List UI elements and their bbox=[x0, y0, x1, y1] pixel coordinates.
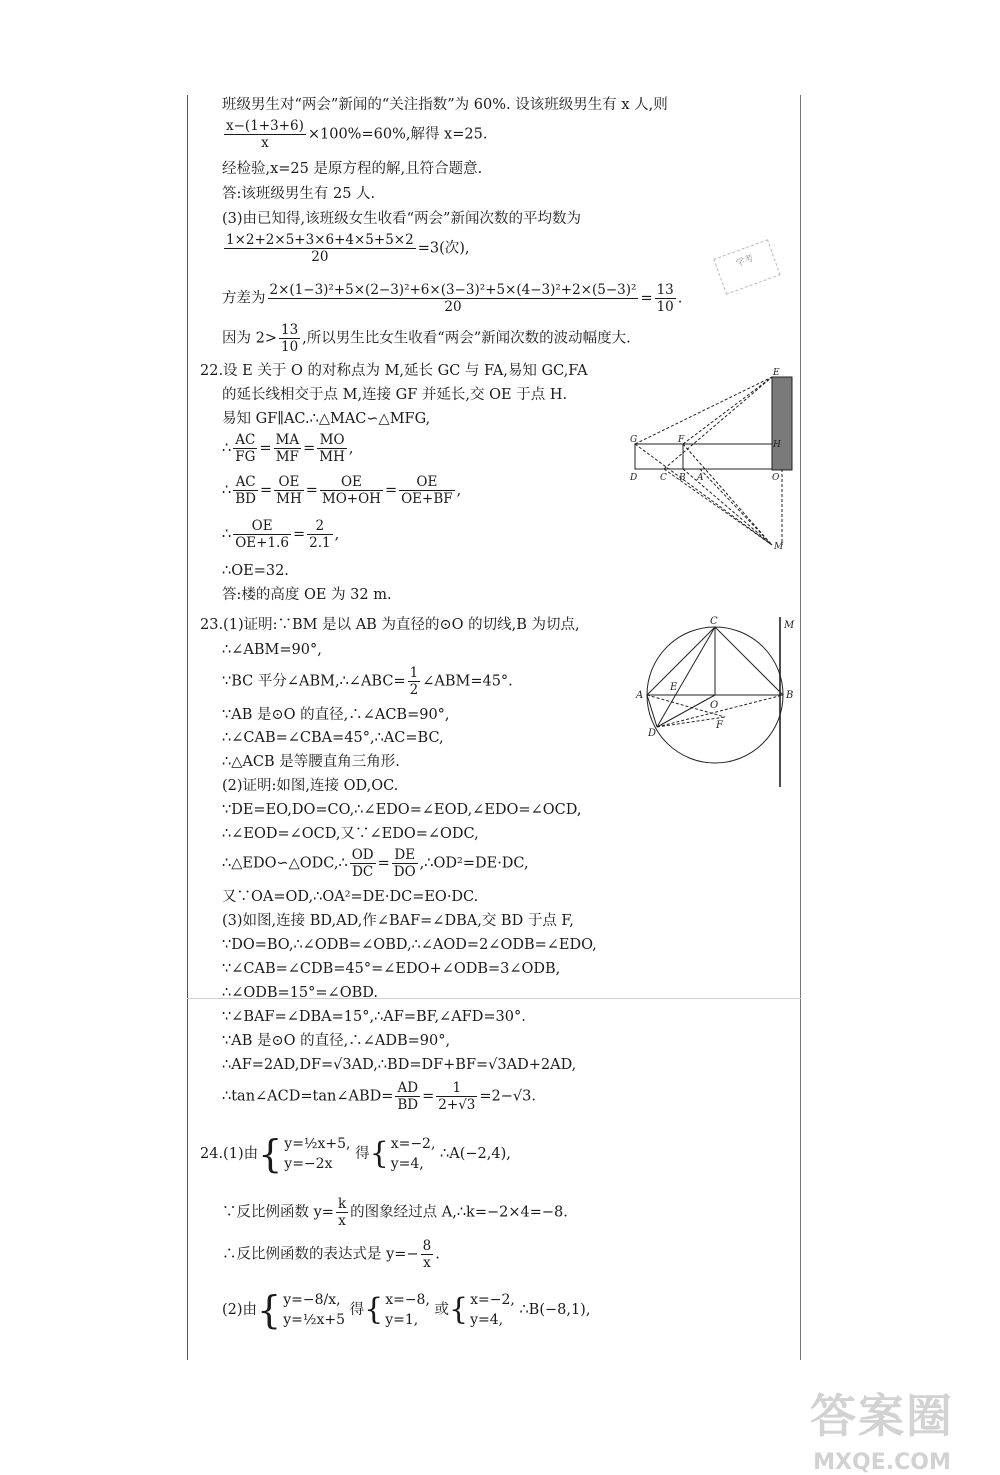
text-line: ∴∠ODB=15°=∠OBD. bbox=[222, 985, 378, 1001]
fraction: $\frac{13}{10}$ bbox=[280, 322, 299, 355]
text-line: 23.(1)证明:∵BM 是以 AB 为直径的⊙O 的切线,B 为切点, bbox=[200, 617, 580, 633]
label-B: B bbox=[679, 473, 686, 483]
text-line: ∵AB 是⊙O 的直径,∴∠ADB=90°, bbox=[222, 1033, 451, 1049]
figure-22-diagram bbox=[620, 365, 800, 555]
wall-rect bbox=[635, 444, 683, 469]
formula-line: ∴ $\frac{AC}{BD}$ = $\frac{OE}{MH}$ = $\frac{OE}{MO+OH}$ = $\frac{OE}{OE+BF}$ , bbox=[222, 474, 462, 507]
text-line: 22.设 E 关于 O 的对称点为 M,延长 GC 与 FA,易知 GC,FA bbox=[200, 363, 588, 379]
formula-line: ∴ $\frac{AC}{FG}$ = $\frac{MA}{MF}$ = $\frac{MO}{MH}$ , bbox=[222, 432, 354, 465]
text-line: 答:楼的高度 OE 为 32 m. bbox=[222, 587, 392, 603]
watermark: 答案圈 MXQE.COM bbox=[810, 1389, 954, 1475]
text-line: ∵∠BAF=∠DBA=15°,∴AF=BF,∠AFD=30°. bbox=[222, 1009, 526, 1025]
text-line: (3)由已知得,该班级女生收看“两会”新闻次数的平均数为 bbox=[222, 211, 581, 227]
formula-line: $\frac{x-(1+3+6)}{x}$ ×100%=60%,解得 x=25. bbox=[226, 118, 488, 151]
label-H: H bbox=[773, 440, 781, 450]
formula-line: 24.(1)由{ y=½x+5, y=−2x 得{ x=−2, y=4, ∴A(−2,4), bbox=[200, 1132, 511, 1176]
text-line: ∵AB 是⊙O 的直径,∴∠ACB=90°, bbox=[222, 707, 450, 723]
text-line: ∴AF=2AD,DF=√3AD,∴BD=DF+BF=√3AD+2AD, bbox=[222, 1057, 577, 1073]
label-O: O bbox=[772, 473, 780, 483]
text-line: 的延长线相交于点 M,连接 GF 并延长,交 OE 于点 H. bbox=[222, 387, 568, 403]
label-M: M bbox=[784, 620, 795, 631]
stamp-mark: 学考 bbox=[713, 239, 780, 295]
text-line: ∵DE=EO,DO=CO,∴∠EDO=∠EOD,∠EDO=∠OCD, bbox=[222, 802, 582, 818]
text-line: ∴∠ABM=90°, bbox=[222, 642, 322, 658]
formula-line: ∴反比例函数的表达式是 y=− $\frac{8}{x}$ . bbox=[222, 1238, 440, 1271]
text-line: 易知 GF∥AC.∴△MAC∽△MFG, bbox=[222, 411, 431, 427]
formula-line: ∵反比例函数 y= $\frac{k}{x}$ 的图象经过点 A,∴k=−2×4=−8. bbox=[222, 1196, 568, 1229]
formula-line: ∴tan∠ACD=tan∠ABD= $\frac{AD}{BD}$ = $\frac{1}{2+√3}$ =2−√3. bbox=[222, 1080, 536, 1113]
building-rect bbox=[772, 377, 792, 470]
text-line: 班级男生对“两会”新闻的“关注指数”为 60%. 设该班级男生有 x 人,则 bbox=[222, 97, 668, 113]
label-E: E bbox=[773, 368, 780, 378]
label-D: D bbox=[630, 473, 638, 483]
fraction: $\frac{13}{10}$ bbox=[656, 282, 674, 315]
formula-line: ∵BC 平分∠ABM,∴∠ABC= $\frac{1}{2}$ ∠ABM=45°. bbox=[222, 665, 513, 698]
label-C: C bbox=[710, 616, 718, 627]
label-C: C bbox=[660, 473, 667, 483]
left-margin-rule bbox=[187, 95, 188, 1360]
text-line: 答:该班级男生有 25 人. bbox=[222, 186, 376, 202]
label-F: F bbox=[716, 720, 723, 731]
label-G: G bbox=[630, 435, 638, 445]
text-line: ∴△ACB 是等腰直角三角形. bbox=[222, 754, 400, 770]
label-A: A bbox=[697, 473, 704, 483]
text-line: (3)如图,连接 BD,AD,作∠BAF=∠DBA,交 BD 于点 F, bbox=[222, 913, 574, 929]
text-line: ∵∠CAB=∠CDB=45°=∠EDO+∠ODB=3∠ODB, bbox=[222, 961, 561, 977]
fraction: $\frac{1\times 2+2\times 5+3\times 6+4\times 5+5\times 2}{20}$ bbox=[226, 232, 414, 265]
text-line: ∴∠CAB=∠CBA=45°,∴AC=BC, bbox=[222, 730, 444, 746]
text-line: 经检验,x=25 是原方程的解,且符合题意. bbox=[222, 161, 483, 177]
formula-line: ∴ $\frac{OE}{OE+1.6}$ = $\frac{2}{2.1}$ , bbox=[222, 518, 340, 551]
label-F: F bbox=[678, 435, 685, 445]
label-A: A bbox=[636, 690, 644, 701]
label-D: D bbox=[648, 728, 657, 739]
right-margin-rule bbox=[800, 95, 801, 1360]
figure-23-diagram bbox=[630, 612, 800, 787]
text-line: ∵DO=BO,∴∠ODB=∠OBD,∴∠AOD=2∠ODB=∠EDO, bbox=[222, 937, 597, 953]
formula-line: 因为 2> $\frac{13}{10}$ ,所以男生比女生收看“两会”新闻次数的波动幅度大. bbox=[222, 322, 631, 355]
text-line: ∴∠EOD=∠OCD,又∵∠EDO=∠ODC, bbox=[222, 826, 479, 842]
formula-line: $\frac{1\times 2+2\times 5+3\times 6+4\times 5+5\times 2}{20}$ =3(次), bbox=[226, 232, 470, 265]
text-line: ∴OE=32. bbox=[222, 563, 289, 579]
label-E: E bbox=[670, 682, 678, 693]
text-line: (2)证明:如图,连接 OD,OC. bbox=[222, 778, 399, 794]
fraction: $\frac{\text{2×(1−3)²+5×(2−3)²+6×(3−3)²+5×(4−3)²+2×(5−3)²}}{20}$ bbox=[269, 282, 637, 315]
formula-line: ∴△EDO∽△ODC,∴ $\frac{OD}{DC}$ = $\frac{DE}{DO}$ ,∴OD²=DE·DC, bbox=[222, 847, 529, 880]
fraction: $\frac{x-(1+3+6)}{x}$ bbox=[226, 118, 304, 151]
formula-line: 方差为 $\frac{\text{2×(1−3)²+5×(2−3)²+6×(3−3)²+5×(4−3)²+2×(5−3)²}}{20}$ = $\frac{13}{10}$ . bbox=[222, 282, 683, 315]
formula-line: (2)由{ y=−8/x, y=½x+5 得{ x=−8, y=1, 或{ x=−2, y=4, ∴B(−8,1), bbox=[222, 1288, 591, 1332]
label-O: O bbox=[710, 700, 719, 711]
label-B: B bbox=[786, 690, 794, 701]
label-M: M bbox=[774, 542, 784, 552]
text-line: 又∵OA=OD,∴OA²=DE·DC=EO·DC. bbox=[222, 889, 479, 905]
